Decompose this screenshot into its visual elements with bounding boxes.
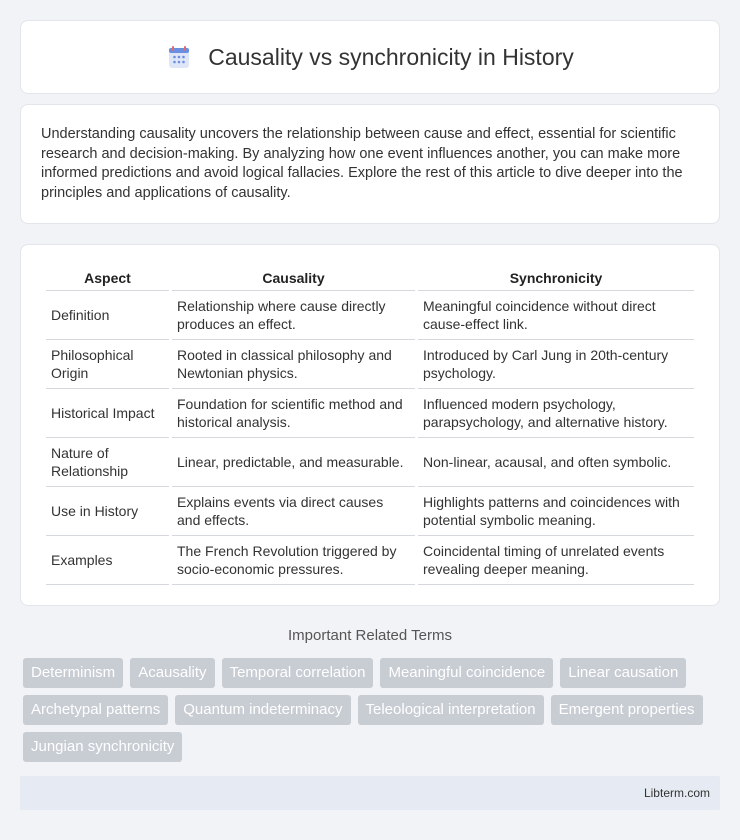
table-row — [46, 487, 694, 536]
term-tag[interactable]: Acausality — [130, 658, 214, 688]
table-row — [46, 389, 694, 438]
table-row — [46, 536, 694, 585]
intro-card — [20, 104, 720, 224]
header-causality: Causality — [172, 265, 415, 291]
intro-text: Understanding causality uncovers the relationship between cause and effect, essential for scientific research and decision-making. By analyzing how one event influences another, you can make more informed predictions and avoid logical fallacies. Explore the rest of this article to dive deeper into the principles and applications of causality. — [41, 126, 683, 201]
header-aspect: Aspect — [46, 265, 169, 291]
header-card — [20, 20, 720, 94]
row-aspect: Historical Impact — [46, 389, 169, 438]
row-causality: Linear, predictable, and measurable. — [172, 438, 415, 487]
row-causality: Explains events via direct causes and effects. — [172, 487, 415, 536]
term-tag[interactable]: Meaningful coincidence — [380, 658, 553, 688]
row-synchronicity: Introduced by Carl Jung in 20th-century psychology. — [418, 340, 694, 389]
row-synchronicity: Highlights patterns and coincidences with potential symbolic meaning. — [418, 487, 694, 536]
term-tag[interactable]: Teleological interpretation — [358, 695, 544, 725]
row-causality: Rooted in classical philosophy and Newtonian physics. — [172, 340, 415, 389]
row-causality: Relationship where cause directly produces an effect. — [172, 291, 415, 340]
title-wrap — [166, 44, 574, 71]
comparison-table — [43, 265, 697, 585]
document-icon — [166, 44, 192, 70]
term-tag[interactable]: Determinism — [23, 658, 123, 688]
table-row — [46, 291, 694, 340]
related-terms-list — [23, 658, 723, 762]
row-synchronicity: Coincidental timing of unrelated events revealing deeper meaning. — [418, 536, 694, 585]
row-aspect: Examples — [46, 536, 169, 585]
header-synchronicity: Synchronicity — [418, 265, 694, 291]
comparison-table-card — [20, 244, 720, 606]
term-tag[interactable]: Archetypal patterns — [23, 695, 168, 725]
term-tag[interactable]: Temporal correlation — [222, 658, 374, 688]
term-tag[interactable]: Jungian synchronicity — [23, 732, 182, 762]
row-causality: The French Revolution triggered by socio-economic pressures. — [172, 536, 415, 585]
row-synchronicity: Meaningful coincidence without direct cause-effect link. — [418, 291, 694, 340]
row-aspect: Definition — [46, 291, 169, 340]
page-title: Causality vs synchronicity in History — [208, 43, 574, 70]
term-tag[interactable]: Emergent properties — [551, 695, 703, 725]
row-aspect: Philosophical Origin — [46, 340, 169, 389]
row-causality: Foundation for scientific method and historical analysis. — [172, 389, 415, 438]
related-terms-title: Important Related Terms — [288, 627, 452, 644]
row-synchronicity: Non-linear, acausal, and often symbolic. — [418, 438, 694, 487]
table-row — [46, 438, 694, 487]
table-header-row — [46, 265, 694, 291]
term-tag[interactable]: Quantum indeterminacy — [175, 695, 350, 725]
footer-site-link[interactable]: Libterm.com — [643, 786, 710, 800]
term-tag[interactable]: Linear causation — [560, 658, 686, 688]
row-aspect: Use in History — [46, 487, 169, 536]
row-synchronicity: Influenced modern psychology, parapsychology, and alternative history. — [418, 389, 694, 438]
footer — [20, 776, 720, 810]
row-aspect: Nature of Relationship — [46, 438, 169, 487]
table-row — [46, 340, 694, 389]
